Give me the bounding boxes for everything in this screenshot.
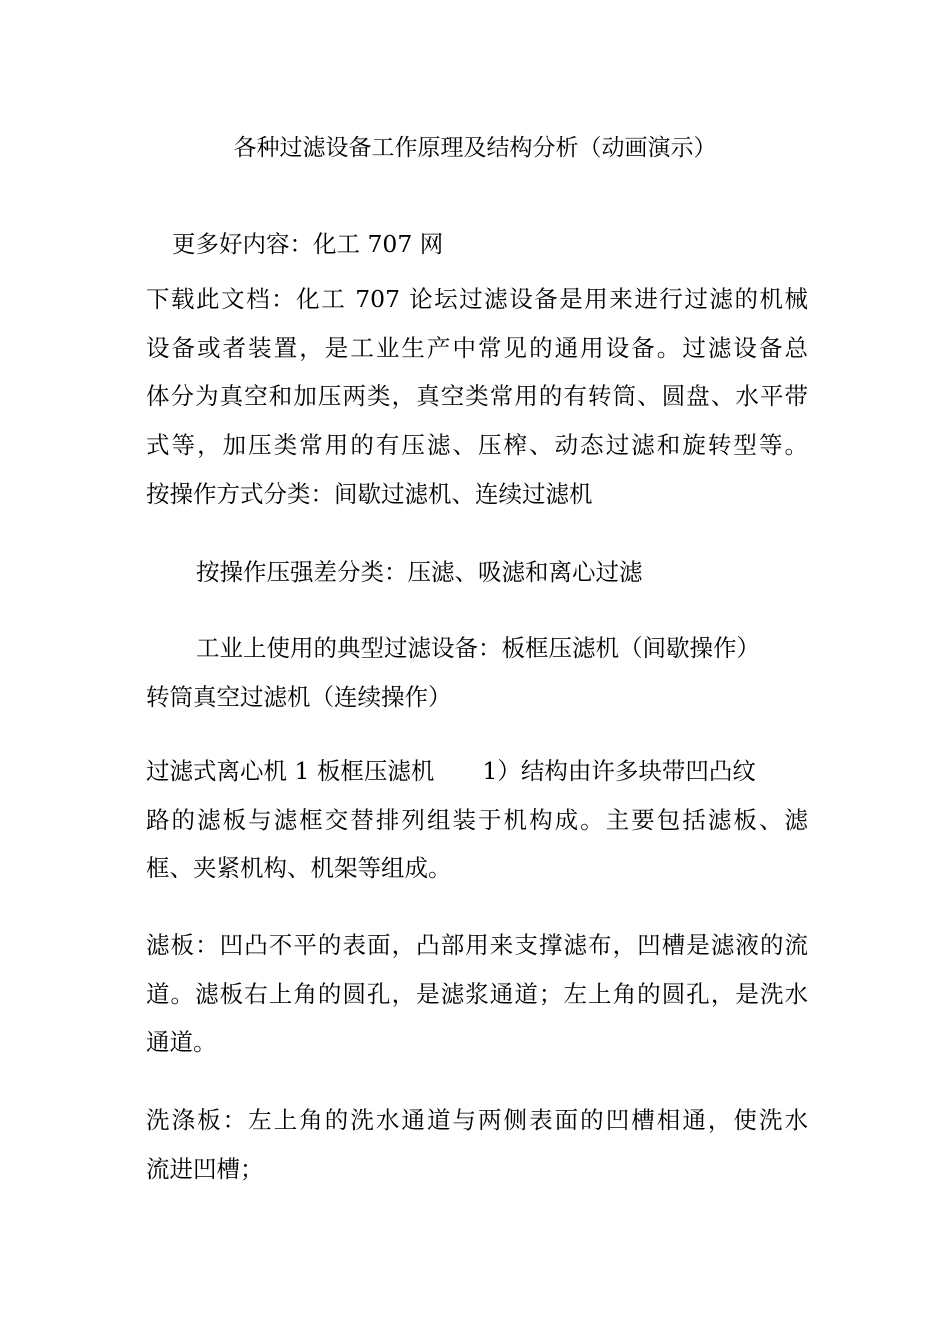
text-line: 转筒真空过滤机（连续操作） [146, 682, 452, 711]
text-line: 按操作压强差分类：压滤、吸滤和离心过滤 [196, 558, 643, 586]
text-line: 滤板：凹凸不平的表面，凸部用来支撑滤布，凹槽是滤液的流 [146, 931, 808, 959]
paragraph-washing-plate [146, 1096, 808, 1193]
text-line: 流进凹槽； [146, 1154, 264, 1183]
text-line: 设备或者装置，是工业生产中常见的通用设备。过滤设备总 [146, 333, 808, 362]
text-line: 下载此文档：化工 707 论坛过滤设备是用来进行过滤的机械 [146, 285, 808, 313]
paragraph-more-content [146, 220, 808, 269]
text-line: 通道。 [146, 1028, 217, 1057]
text-line: 体分为真空和加压两类，真空类常用的有转筒、圆盘、水平带 [146, 382, 808, 411]
text-segment: 过滤式离心机 1 板框压滤机 [146, 757, 435, 785]
paragraph-typical-equipment [146, 624, 808, 721]
text-line: 式等，加压类常用的有压滤、压榨、动态过滤和旋转型等。 [146, 431, 808, 460]
paragraph-filter-plate [146, 921, 808, 1067]
text-line: 框、夹紧机构、机架等组成。 [146, 854, 452, 883]
text-segment: 1）结构由许多块带凹凸纹 [482, 757, 756, 785]
paragraph-plate-frame-press [146, 747, 808, 893]
paragraph-intro [146, 275, 808, 518]
text-line: 洗涤板：左上角的洗水通道与两侧表面的凹槽相通，使洗水 [146, 1106, 808, 1134]
text-line: 路的滤板与滤框交替排列组装于机构成。主要包括滤板、滤 [146, 805, 808, 834]
paragraph-pressure-classification [146, 548, 808, 597]
text-line: 按操作方式分类：间歇过滤机、连续过滤机 [146, 479, 593, 508]
text-line: 工业上使用的典型过滤设备：板框压滤机（间歇操作） [196, 634, 760, 662]
text-line [146, 747, 808, 796]
text-line: 道。滤板右上角的圆孔，是滤浆通道；左上角的圆孔，是洗水 [146, 979, 808, 1008]
text-line: 更多好内容：化工 707 网 [172, 230, 444, 258]
document-title: 各种过滤设备工作原理及结构分析（动画演示） [233, 135, 717, 161]
